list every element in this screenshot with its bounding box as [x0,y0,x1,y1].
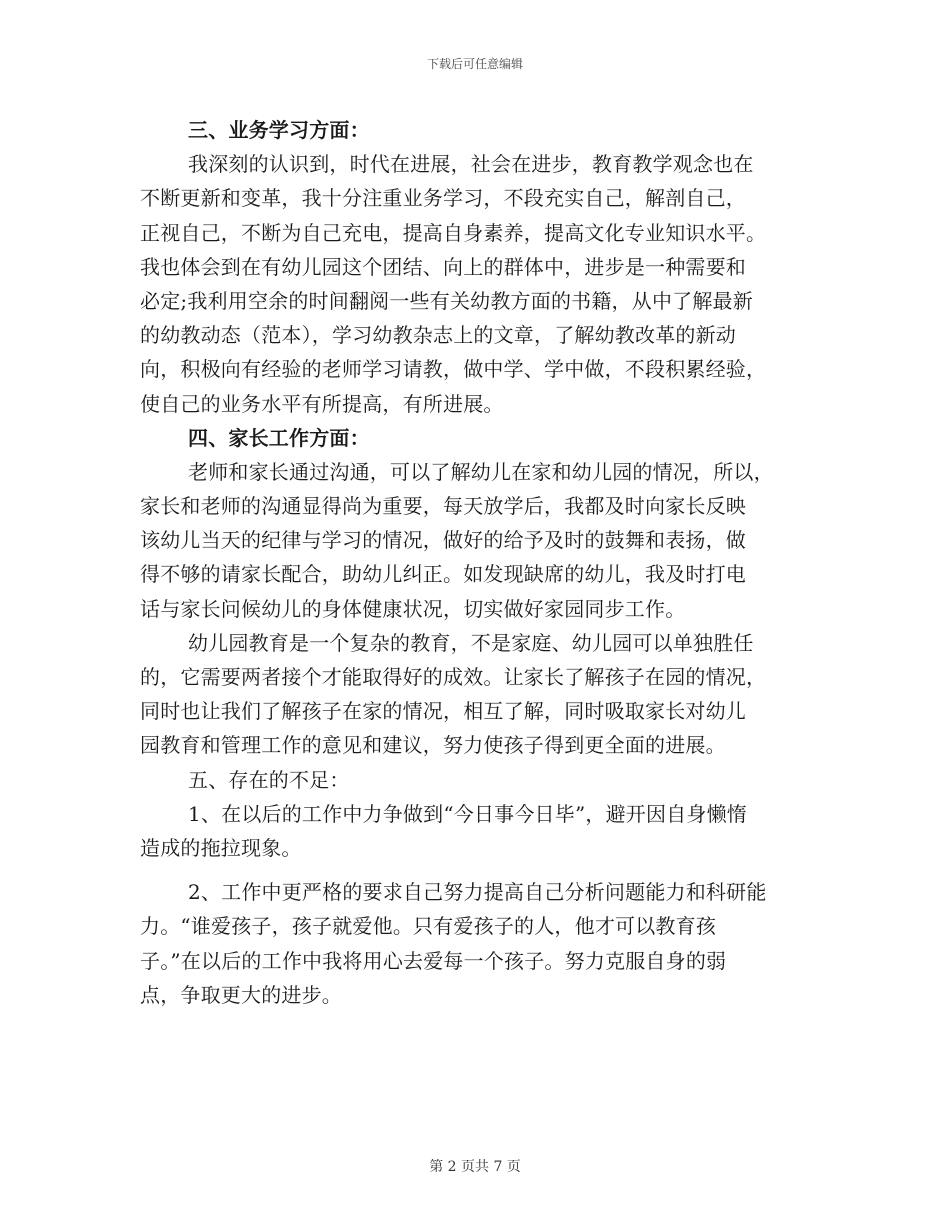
text-line: 2、工作中更严格的要求自己努力提高自己分析问题能力和科研能 [188,880,767,905]
text-line: 该幼儿当天的纪律与学习的情况，做好的给予及时的鼓舞和表扬，做 [140,528,746,553]
text-line: 的，它需要两者接个才能取得好的成效。让家长了解孩子在园的情况， [140,665,767,689]
text-line: 必定;我利用空余的时间翻阅一些有关幼教方面的书籍，从中了解最新 [140,288,753,313]
paragraph-gap [140,865,812,875]
text-line: 家长和老师的沟通显得尚为重要，每天放学后，我都及时向家长反映 [140,494,746,519]
text-line: 向，积极向有经验的老师学习请教，做中学、学中做，不段积累经验， [140,357,767,382]
text-line: 五、存在的不足： [188,767,350,792]
section-heading: 三、业务学习方面： [188,118,370,142]
text-line: 得不够的请家长配合，助幼儿纠正。如发现缺席的幼儿，我及时打电 [140,562,746,587]
text-line: 话与家长问候幼儿的身体健康状况，切实做好家园同步工作。 [140,596,686,621]
text-line: 不断更新和变革，我十分注重业务学习，不段充实自己，解剖自己， [140,186,746,211]
text-line: 正视自己，不断为自己充电，提高自身素养，提高文化专业知识水平。 [140,220,767,245]
text-line: 我深刻的认识到，时代在进展，社会在进步，教育教学观念也在 [188,152,754,177]
text-line: 幼儿园教育是一个复杂的教育，不是家庭、幼儿园可以单独胜任 [188,630,754,655]
text-line: 我也体会到在有幼儿园这个团结、向上的群体中，进步是一种需要和 [140,254,746,279]
text-line: 点，争取更大的进步。 [140,982,342,1007]
text-line: 造成的拖拉现象。 [140,835,302,860]
text-line: 1、在以后的工作中力争做到“今日事今日毕”，避开因自身懒惰 [188,801,747,826]
text-line: 老师和家长通过沟通，可以了解幼儿在家和幼儿园的情况，所以， [188,459,774,484]
text-line: 同时也让我们了解孩子在家的情况，相互了解，同时吸取家长对幼儿 [140,699,746,724]
text-line: 的幼教动态（范本），学习幼教杂志上的文章，了解幼教改革的新动 [140,323,736,348]
text-line: 使自己的业务水平有所提高，有所进展。 [140,391,504,416]
section-heading: 四、家长工作方面： [188,425,370,450]
text-line: 子。”在以后的工作中我将用心去爱每一个孩子。努力克服自身的弱 [140,948,727,973]
document-body [140,113,812,1012]
page-header: 下载后可任意编辑 [426,57,523,71]
text-line: 园教育和管理工作的意见和建议，努力使孩子得到更全面的进展。 [140,733,726,758]
page-footer: 第 2 页共 7 页 [429,1159,521,1175]
text-line: 力。“谁爱孩子，孩子就爱他。只有爱孩子的人，他才可以教育孩 [140,914,717,939]
